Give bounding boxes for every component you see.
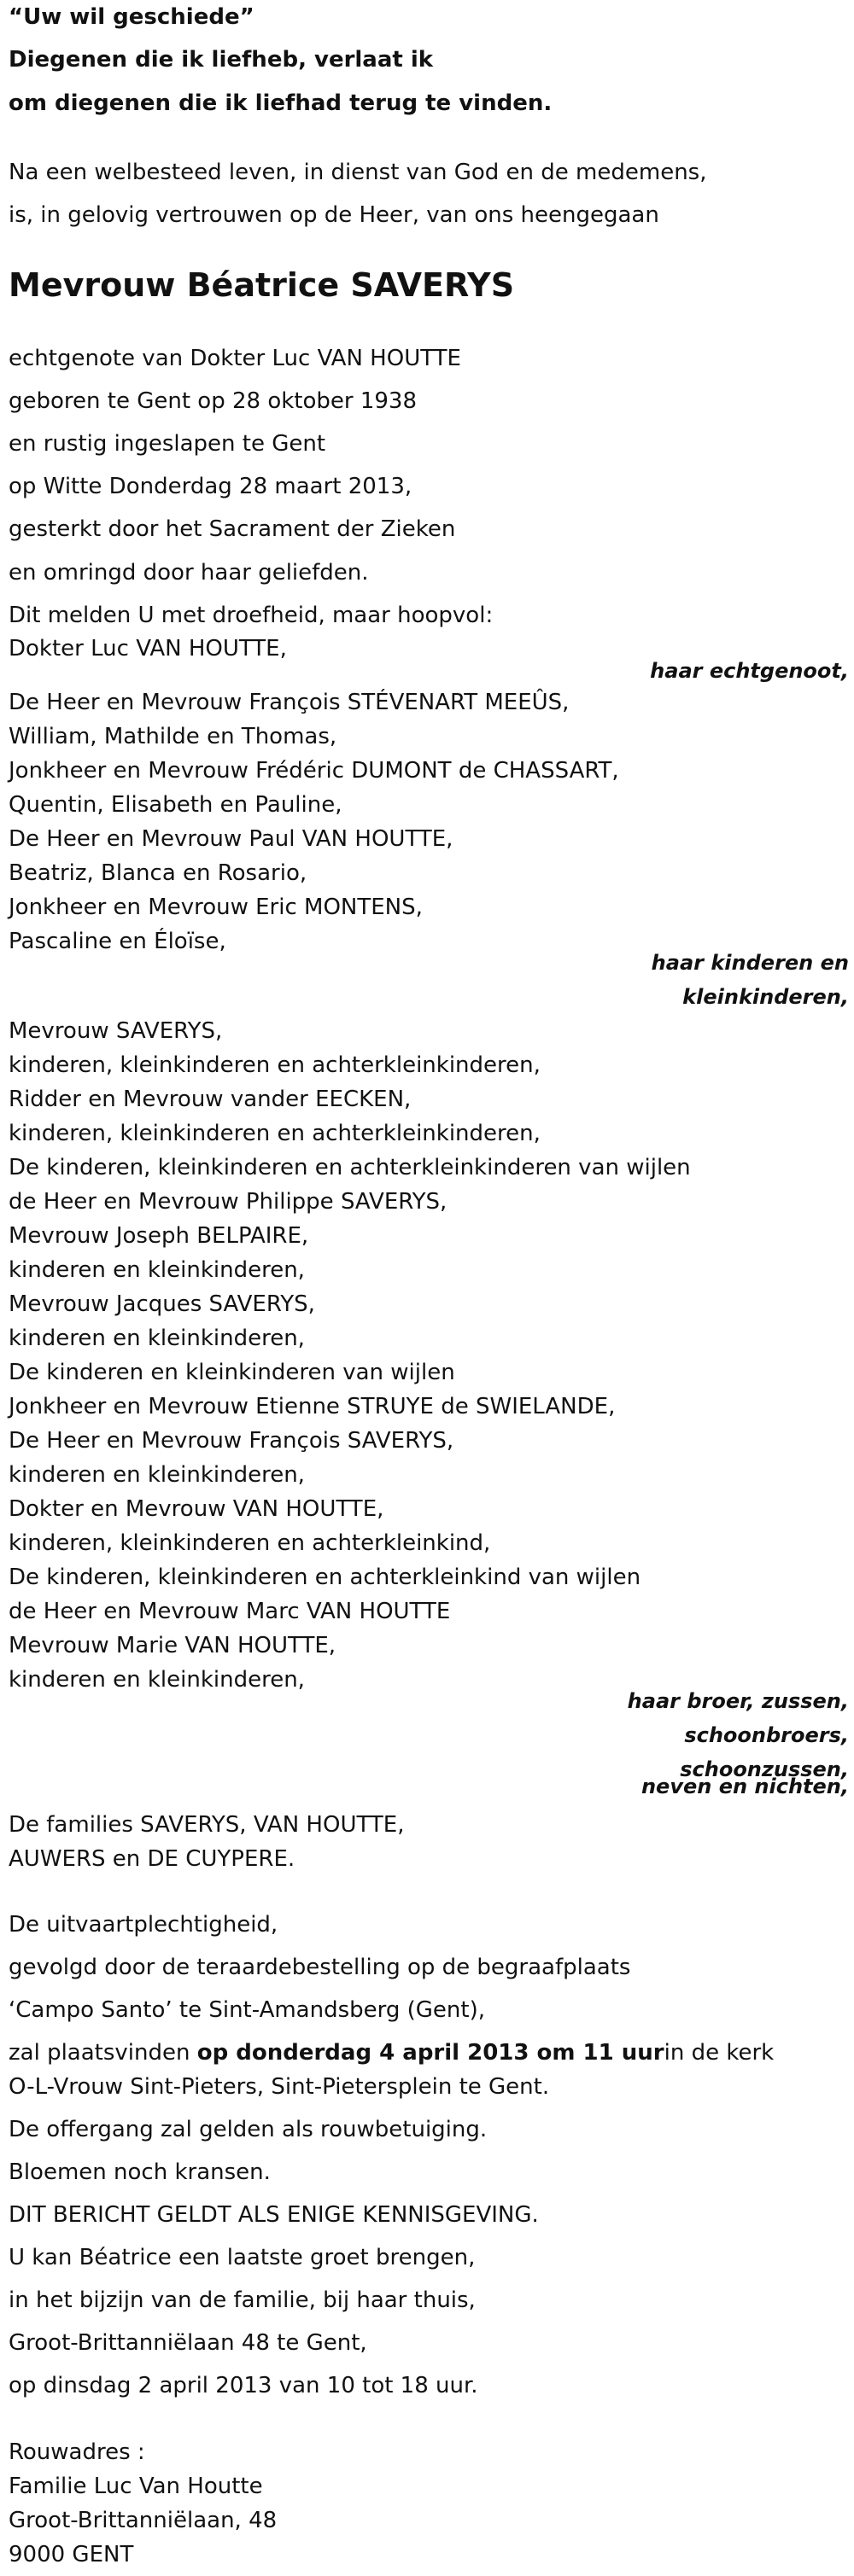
list-item: kinderen en kleinkinderen, bbox=[9, 1257, 305, 1283]
list-item: Quentin, Elisabeth en Pauline, bbox=[9, 792, 342, 818]
list-item: De Heer en Mevrouw François STÉVENART MEEÛS, bbox=[9, 690, 570, 715]
detail-line: echtgenote van Dokter Luc VAN HOUTTE bbox=[9, 346, 461, 371]
funeral-line: op dinsdag 2 april 2013 van 10 tot 18 uur. bbox=[9, 2373, 478, 2398]
list-item: kinderen en kleinkinderen, bbox=[9, 1462, 305, 1488]
funeral-line: Groot-Brittanniëlaan 48 te Gent, bbox=[9, 2330, 367, 2356]
funeral-line: gevolgd door de teraardebestelling op de begraafplaats bbox=[9, 1955, 631, 1980]
list-item: William, Mathilde en Thomas, bbox=[9, 724, 337, 749]
siblings-role: haar broer, zussen, bbox=[627, 1689, 849, 1713]
detail-line: gesterkt door het Sacrament der Zieken bbox=[9, 516, 456, 542]
deceased-name: Mevrouw Béatrice SAVERYS bbox=[9, 266, 515, 304]
motto-line: “Uw wil geschiede” bbox=[9, 4, 254, 30]
list-item: Mevrouw Marie VAN HOUTTE, bbox=[9, 1633, 336, 1658]
list-item: de Heer en Mevrouw Philippe SAVERYS, bbox=[9, 1189, 447, 1215]
address-label: Rouwadres : bbox=[9, 2439, 145, 2465]
intro-line: is, in gelovig vertrouwen op de Heer, van ons heengegaan bbox=[9, 202, 659, 228]
list-item: kinderen, kleinkinderen en achterkleinkind, bbox=[9, 1530, 491, 1556]
intro-line: Na een welbesteed leven, in dienst van God en de medemens, bbox=[9, 160, 707, 185]
funeral-line: De offergang zal gelden als rouwbetuiging. bbox=[9, 2117, 488, 2142]
list-item: kinderen, kleinkinderen en achterkleinkinderen, bbox=[9, 1052, 541, 1078]
funeral-text: in de kerk bbox=[664, 2040, 775, 2066]
list-item: De kinderen, kleinkinderen en achterkleinkind van wijlen bbox=[9, 1565, 641, 1590]
siblings-role: schoonzussen, bbox=[680, 1757, 849, 1781]
list-item: De kinderen en kleinkinderen van wijlen bbox=[9, 1360, 455, 1385]
list-item: De Heer en Mevrouw François SAVERYS, bbox=[9, 1428, 454, 1454]
funeral-line: U kan Béatrice een laatste groet brengen, bbox=[9, 2245, 476, 2270]
list-item: kinderen en kleinkinderen, bbox=[9, 1667, 305, 1693]
list-item: Jonkheer en Mevrouw Eric MONTENS, bbox=[9, 895, 423, 920]
list-item: Ridder en Mevrouw vander EECKEN, bbox=[9, 1087, 412, 1112]
address-street: Groot-Brittanniëlaan, 48 bbox=[9, 2508, 278, 2533]
list-item: De kinderen, kleinkinderen en achterkleinkinderen van wijlen bbox=[9, 1155, 691, 1180]
list-item: Mevrouw SAVERYS, bbox=[9, 1018, 223, 1044]
list-item: Dokter en Mevrouw VAN HOUTTE, bbox=[9, 1496, 384, 1522]
list-item: Jonkheer en Mevrouw Frédéric DUMONT de CHASSART, bbox=[9, 758, 619, 784]
spouse-role: haar echtgenoot, bbox=[650, 659, 849, 683]
list-item: Beatriz, Blanca en Rosario, bbox=[9, 860, 307, 886]
funeral-line: O-L-Vrouw Sint-Pieters, Sint-Pietersplein te Gent. bbox=[9, 2074, 550, 2100]
children-role: haar kinderen en bbox=[651, 951, 849, 975]
detail-line: geboren te Gent op 28 oktober 1938 bbox=[9, 388, 418, 414]
funeral-line: De uitvaartplechtigheid, bbox=[9, 1912, 278, 1938]
detail-line: en omringd door haar geliefden. bbox=[9, 560, 369, 586]
list-item: Pascaline en Éloïse, bbox=[9, 929, 226, 954]
motto-line: om diegenen die ik liefhad terug te vinden. bbox=[9, 90, 553, 116]
list-item: Mevrouw Jacques SAVERYS, bbox=[9, 1291, 315, 1317]
funeral-line: DIT BERICHT GELDT ALS ENIGE KENNISGEVING. bbox=[9, 2202, 539, 2228]
list-item: kinderen, kleinkinderen en achterkleinkinderen, bbox=[9, 1121, 541, 1146]
siblings-role: neven en nichten, bbox=[640, 1775, 849, 1798]
siblings-role: schoonbroers, bbox=[684, 1723, 849, 1747]
funeral-line: Bloemen noch kransen. bbox=[9, 2159, 271, 2185]
motto-line: Diegenen die ik liefheb, verlaat ik bbox=[9, 47, 434, 73]
funeral-line: in het bijzijn van de familie, bij haar thuis, bbox=[9, 2288, 476, 2313]
list-item: Mevrouw Joseph BELPAIRE, bbox=[9, 1223, 309, 1249]
list-item: kinderen en kleinkinderen, bbox=[9, 1326, 305, 1351]
funeral-date: op donderdag 4 april 2013 om 11 uur bbox=[196, 2040, 664, 2066]
families-line: AUWERS en DE CUYPERE. bbox=[9, 1846, 295, 1872]
list-item: Jonkheer en Mevrouw Etienne STRUYE de SWIELANDE, bbox=[9, 1394, 616, 1419]
funeral-text: zal plaatsvinden bbox=[9, 2040, 197, 2066]
funeral-line: ‘Campo Santo’ te Sint-Amandsberg (Gent), bbox=[9, 1997, 486, 2023]
detail-line: op Witte Donderdag 28 maart 2013, bbox=[9, 474, 412, 499]
list-item: De Heer en Mevrouw Paul VAN HOUTTE, bbox=[9, 826, 453, 852]
spouse: Dokter Luc VAN HOUTTE, bbox=[9, 636, 287, 661]
families-line: De families SAVERYS, VAN HOUTTE, bbox=[9, 1812, 405, 1838]
announcement: Dit melden U met droefheid, maar hoopvol: bbox=[9, 603, 494, 628]
funeral-date-line bbox=[9, 2039, 774, 2066]
children-role: kleinkinderen, bbox=[682, 985, 849, 1009]
address-city: 9000 GENT bbox=[9, 2542, 134, 2567]
list-item: de Heer en Mevrouw Marc VAN HOUTTE bbox=[9, 1599, 451, 1624]
address-name: Familie Luc Van Houtte bbox=[9, 2474, 263, 2499]
detail-line: en rustig ingeslapen te Gent bbox=[9, 431, 326, 457]
